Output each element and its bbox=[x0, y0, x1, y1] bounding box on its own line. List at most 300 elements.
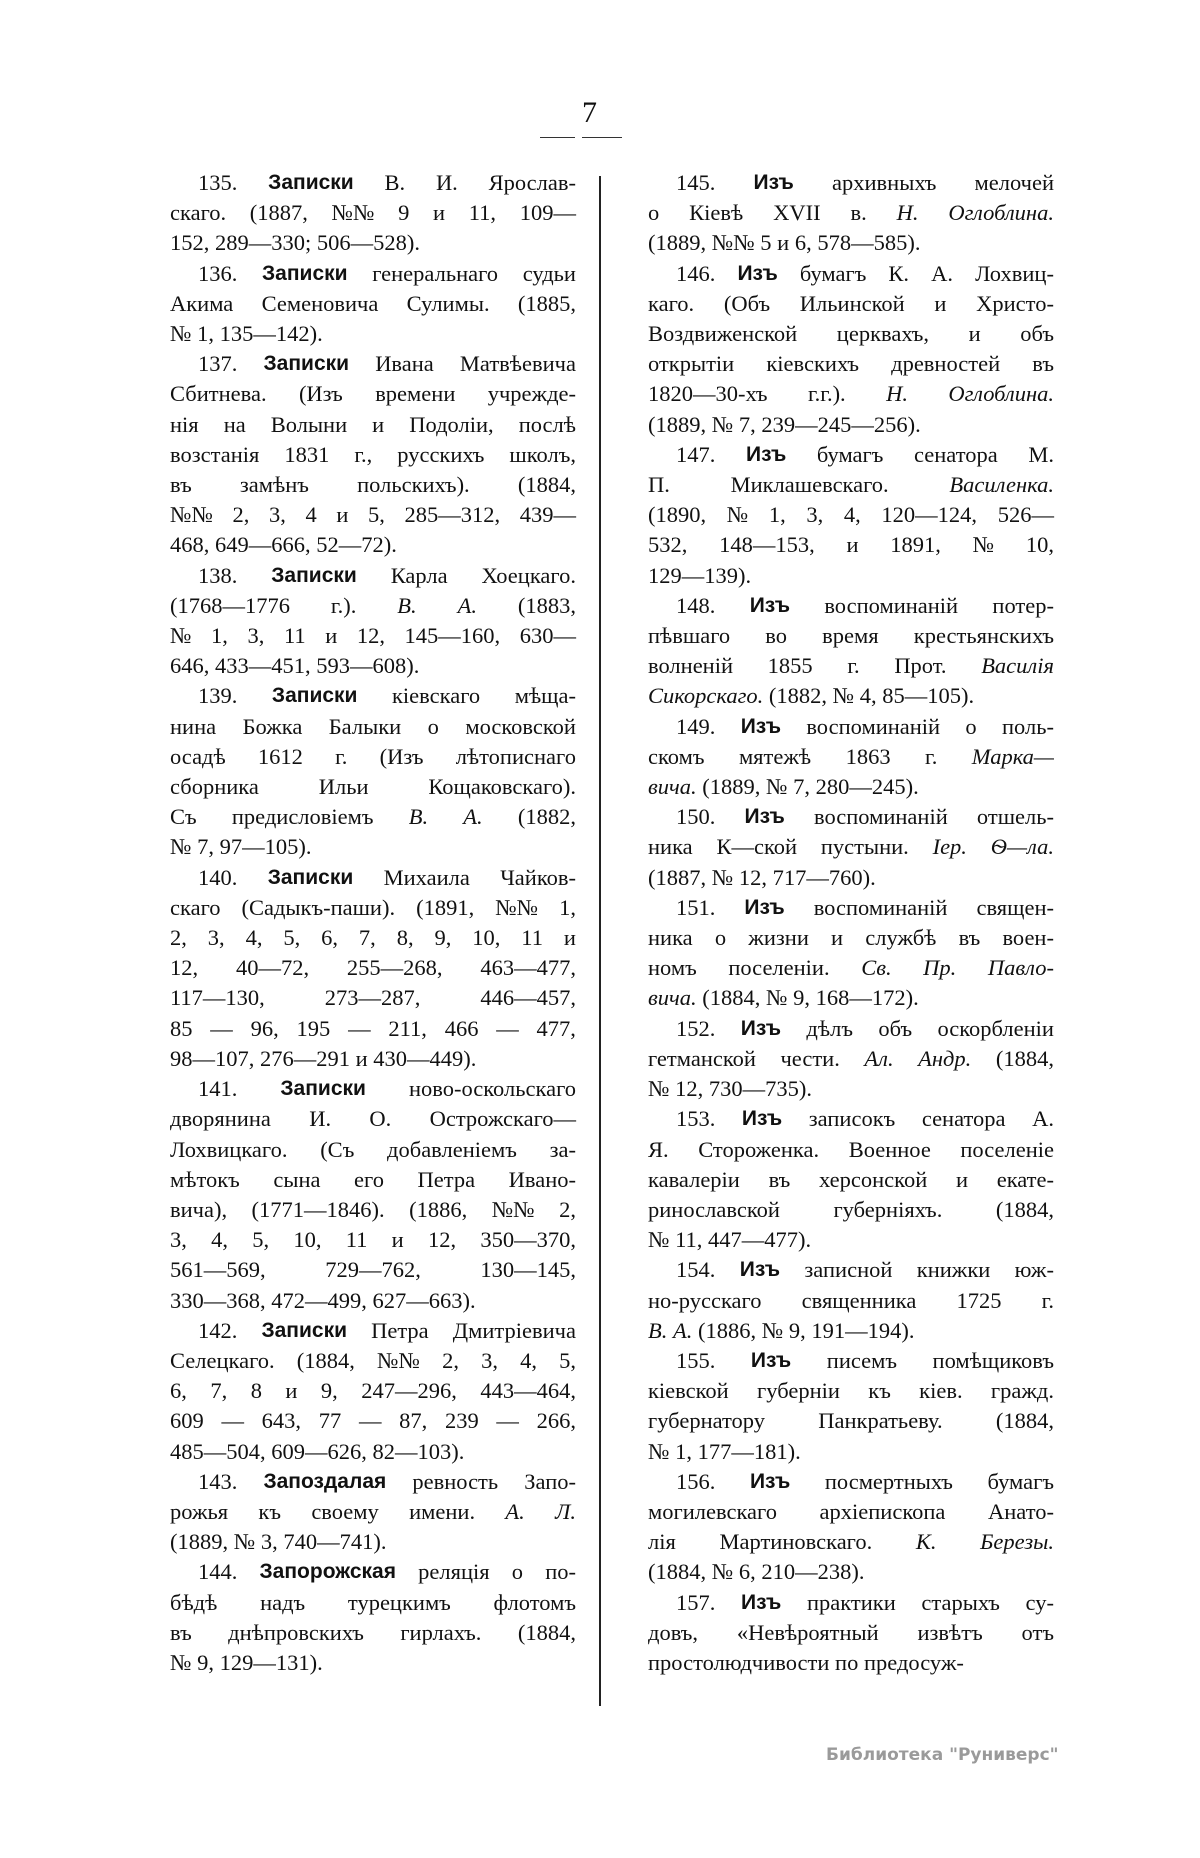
entry-text: время bbox=[822, 623, 879, 649]
entry-text: крестьянскихъ bbox=[913, 623, 1054, 649]
entry-text: 150. bbox=[676, 804, 716, 830]
entry-line bbox=[170, 289, 576, 319]
entry-text: 443—464, bbox=[480, 1378, 576, 1404]
entry-text: но-русскаго bbox=[648, 1287, 762, 1313]
entry-text: въ bbox=[768, 1166, 791, 1192]
entry-title-keyword: Изъ bbox=[749, 593, 791, 617]
entry-text: 136. bbox=[198, 260, 238, 286]
entry-author: Оглоблина. bbox=[948, 381, 1054, 407]
entry-text: осадѣ bbox=[170, 743, 226, 769]
entry-text: К—ской bbox=[716, 834, 798, 860]
entry-text: сенатора bbox=[914, 441, 998, 467]
entry-line bbox=[648, 591, 1054, 621]
entry-text: № bbox=[726, 502, 749, 528]
entry-line bbox=[170, 198, 576, 228]
entry-text: потер- bbox=[992, 592, 1054, 618]
entry-text: 5, bbox=[252, 1227, 270, 1253]
entry-text: №№ bbox=[377, 1347, 420, 1373]
entry-author: Оглоблина. bbox=[948, 200, 1054, 226]
entry-line bbox=[170, 228, 576, 258]
entry-line bbox=[170, 259, 576, 289]
entry-text: поселеніи. bbox=[728, 955, 830, 981]
entry-text: школъ, bbox=[509, 441, 576, 467]
entry-text: 149. bbox=[676, 713, 716, 739]
entry-title-keyword: Записки bbox=[261, 1318, 347, 1342]
entry-title-keyword: Изъ bbox=[739, 1258, 781, 1282]
entry-text: О. bbox=[369, 1106, 392, 1132]
entry-text: ринославской bbox=[648, 1196, 780, 1222]
entry-line bbox=[170, 470, 576, 500]
entry-text: № 12, 730—735). bbox=[648, 1076, 812, 1102]
entry-text: № 7, 97—105). bbox=[170, 834, 312, 860]
entry-text: П. bbox=[648, 472, 670, 498]
entry-text: (1884, bbox=[517, 472, 576, 498]
entry-text: (1891, bbox=[416, 894, 475, 920]
entry-text: 561—569, bbox=[170, 1257, 266, 1283]
entry-text: и bbox=[325, 623, 338, 649]
entry-text: предисловіемъ bbox=[231, 804, 374, 830]
entry-text: Воздвиженской bbox=[648, 321, 798, 347]
entry-text: 9 bbox=[398, 200, 410, 226]
bibliography-entry bbox=[648, 1014, 1054, 1105]
entry-text: лѣтописнаго bbox=[455, 743, 576, 769]
entry-line bbox=[648, 1618, 1054, 1648]
entry-text: 239 bbox=[444, 1408, 479, 1434]
entry-line bbox=[648, 1648, 1054, 1678]
entry-text: «Невѣроятный bbox=[736, 1619, 879, 1645]
entry-text: учрежде- bbox=[487, 381, 576, 407]
entry-line bbox=[648, 953, 1054, 983]
entry-line bbox=[170, 410, 576, 440]
entry-text: 4 bbox=[305, 502, 317, 528]
bibliography-entry bbox=[648, 1346, 1054, 1467]
entry-line bbox=[648, 1346, 1054, 1376]
entry-text: и bbox=[433, 200, 446, 226]
bibliography-entry bbox=[648, 1104, 1054, 1255]
entry-text: воен- bbox=[1002, 925, 1054, 951]
entry-text: и bbox=[336, 502, 349, 528]
entry-text: 9, bbox=[320, 1378, 338, 1404]
entry-text: 141. bbox=[198, 1076, 238, 1102]
entry-text: днѣпровскихъ bbox=[228, 1619, 364, 1645]
entry-text: дѣлъ bbox=[806, 1015, 853, 1041]
entry-text: рожья bbox=[170, 1498, 229, 1524]
entry-text: г. bbox=[335, 743, 348, 769]
entry-text: судьи bbox=[522, 260, 576, 286]
entry-text: и bbox=[846, 532, 859, 558]
entry-text: 137. bbox=[198, 351, 238, 377]
entry-text: отъ bbox=[1021, 1619, 1054, 1645]
entry-text: Подоліи, bbox=[409, 411, 494, 437]
entry-line bbox=[170, 1014, 576, 1044]
entry-text: Чайков- bbox=[500, 864, 576, 890]
entry-line bbox=[170, 802, 576, 832]
entry-text: 526— bbox=[997, 502, 1054, 528]
entry-text: и bbox=[372, 411, 385, 437]
entry-text: бумагъ bbox=[987, 1468, 1054, 1494]
entry-text: и bbox=[968, 321, 981, 347]
entry-title-keyword: Изъ bbox=[744, 805, 785, 829]
entry-text: 7, bbox=[358, 925, 376, 951]
entry-text: бѣдѣ bbox=[170, 1589, 218, 1615]
entry-text: кіевской bbox=[648, 1378, 729, 1404]
entry-title-keyword: Изъ bbox=[740, 714, 782, 738]
entry-text: 8 bbox=[250, 1378, 262, 1404]
entry-text: 3, bbox=[247, 623, 265, 649]
entry-author: В. bbox=[408, 804, 429, 830]
entry-text: (Изъ bbox=[298, 381, 343, 407]
entry-text: воспоминаній bbox=[824, 592, 959, 618]
entry-line bbox=[170, 772, 576, 802]
entry-line bbox=[648, 832, 1054, 862]
entry-text: 609 bbox=[170, 1408, 204, 1434]
entry-text: Прот. bbox=[894, 653, 947, 679]
entry-text: реляція bbox=[418, 1559, 490, 1585]
entry-text: посмертныхъ bbox=[824, 1468, 953, 1494]
entry-text: сенатора bbox=[921, 1106, 1006, 1132]
entry-title-keyword: Изъ bbox=[741, 1107, 783, 1131]
entry-line bbox=[170, 1195, 576, 1225]
entry-text: 211, bbox=[388, 1015, 427, 1041]
entry-text: надъ bbox=[260, 1589, 306, 1615]
entry-text: в. bbox=[850, 200, 867, 226]
entry-text: 145—160, bbox=[404, 623, 501, 649]
entry-text: Я. bbox=[648, 1136, 669, 1162]
entry-text: объ bbox=[878, 1015, 913, 1041]
entry-text: (1884, bbox=[517, 1619, 576, 1645]
entry-line bbox=[648, 1437, 1054, 1467]
entry-text: кіевскихъ bbox=[766, 351, 859, 377]
entry-text: 446—457, bbox=[480, 985, 576, 1011]
entry-title-keyword: Изъ bbox=[745, 442, 787, 466]
entry-title-keyword: Записки bbox=[271, 684, 358, 708]
entry-text: № bbox=[170, 623, 192, 649]
entry-text: бумагъ bbox=[799, 260, 867, 286]
entry-text: 350—370, bbox=[480, 1227, 576, 1253]
entry-line bbox=[648, 1014, 1054, 1044]
entry-text: И. bbox=[309, 1106, 332, 1132]
entry-text: 11 bbox=[345, 1227, 368, 1253]
entry-text: Анато- bbox=[988, 1498, 1054, 1524]
entry-line bbox=[648, 1497, 1054, 1527]
entry-line bbox=[170, 1104, 576, 1134]
entry-text: 12, bbox=[356, 623, 385, 649]
entry-text: (1886, bbox=[409, 1196, 468, 1222]
entry-author: Іер. bbox=[932, 834, 967, 860]
entry-text: Петра bbox=[417, 1166, 476, 1192]
entry-text: записной bbox=[804, 1257, 893, 1283]
entry-title-keyword: Записки bbox=[263, 352, 350, 376]
entry-author: Л. bbox=[555, 1498, 576, 1524]
entry-text: 135. bbox=[198, 170, 238, 195]
entry-text: въ bbox=[170, 472, 192, 498]
entry-line bbox=[648, 1165, 1054, 1195]
entry-line bbox=[648, 1406, 1054, 1436]
entry-title-keyword: Изъ bbox=[750, 1348, 792, 1372]
entry-text: 152. bbox=[676, 1015, 716, 1041]
entry-text: А. bbox=[931, 260, 954, 286]
entry-line bbox=[170, 500, 576, 530]
entry-text: И. bbox=[435, 170, 458, 195]
entry-text: поселеніе bbox=[960, 1136, 1054, 1162]
entry-text: помѣщиковъ bbox=[932, 1347, 1054, 1373]
entry-text: Волыни bbox=[270, 411, 348, 437]
entry-author: Марка— bbox=[971, 743, 1054, 769]
entry-text: 1863 bbox=[845, 743, 891, 769]
entry-text: добавленіемъ bbox=[387, 1136, 517, 1162]
entry-text: 1725 bbox=[956, 1287, 1002, 1313]
entry-text: 3, bbox=[481, 1347, 498, 1373]
entry-text: 152, 289—330; 506—528). bbox=[170, 230, 420, 256]
entry-text: 153. bbox=[676, 1106, 716, 1132]
entry-text: 485—504, 609—626, 82—103). bbox=[170, 1438, 465, 1464]
bibliography-entry bbox=[648, 1467, 1054, 1588]
entry-text: №№ bbox=[170, 502, 213, 528]
entry-author: А. bbox=[457, 592, 477, 618]
entry-author: Н. bbox=[896, 200, 919, 226]
bibliography-entry bbox=[170, 259, 576, 350]
entry-text: Кощаковскаго). bbox=[428, 774, 576, 800]
entry-text: 4, bbox=[843, 502, 861, 528]
entry-text: г. bbox=[925, 743, 938, 769]
entry-text: 532, bbox=[648, 532, 688, 558]
entry-line bbox=[170, 1286, 576, 1316]
entry-line bbox=[648, 530, 1054, 560]
entry-text: Петра bbox=[371, 1317, 429, 1343]
entry-text: 145. bbox=[676, 170, 716, 195]
entry-text: его bbox=[354, 1166, 384, 1192]
entry-text: 3, bbox=[806, 502, 824, 528]
entry-line bbox=[170, 621, 576, 651]
entry-text: замѣнъ bbox=[239, 472, 309, 498]
entry-text: (1889, № 7, 280—245). bbox=[696, 774, 919, 800]
entry-text: Запо- bbox=[524, 1468, 576, 1494]
entry-text: церквахъ, bbox=[836, 321, 929, 347]
entry-line bbox=[648, 198, 1054, 228]
entry-text: 3, bbox=[170, 1227, 187, 1253]
entry-text: 2, bbox=[232, 502, 250, 528]
entry-line bbox=[648, 1588, 1054, 1618]
entry-text: №№ bbox=[491, 1196, 535, 1222]
entry-line bbox=[170, 1557, 576, 1587]
entry-line bbox=[648, 742, 1054, 772]
entry-text: (1884, bbox=[995, 1196, 1054, 1222]
entry-text: турецкимъ bbox=[347, 1589, 451, 1615]
entry-text: — bbox=[358, 1408, 382, 1434]
entry-text: гражд. bbox=[990, 1378, 1054, 1404]
entry-text: 5, bbox=[368, 502, 385, 528]
entry-text: 463—477, bbox=[480, 955, 576, 981]
entry-text: и bbox=[285, 1378, 298, 1404]
entry-text: поль- bbox=[1001, 713, 1054, 739]
entry-text: (1884, bbox=[296, 1347, 355, 1373]
entry-author: Березы. bbox=[980, 1529, 1054, 1555]
entry-author: Василенка. bbox=[949, 472, 1054, 498]
entry-line bbox=[170, 1225, 576, 1255]
entry-text: 109— bbox=[519, 200, 576, 226]
bibliography-entry bbox=[170, 349, 576, 560]
entry-line bbox=[170, 1346, 576, 1376]
entry-line bbox=[170, 832, 576, 862]
entry-line bbox=[170, 863, 576, 893]
entry-text: Ильинской bbox=[799, 290, 905, 316]
bibliography-entry bbox=[648, 893, 1054, 1014]
entry-text: 151. bbox=[676, 894, 716, 920]
entry-title-keyword: Изъ bbox=[737, 261, 778, 285]
entry-text: XVII bbox=[773, 200, 821, 226]
entry-text: 466 bbox=[444, 1015, 479, 1041]
entry-text: и bbox=[563, 925, 576, 951]
entry-title-keyword: Изъ bbox=[741, 1590, 782, 1614]
entry-text: Сбитнева. bbox=[170, 381, 267, 407]
entry-line bbox=[648, 410, 1054, 440]
entry-text: воспоминаній bbox=[806, 713, 941, 739]
entry-text: Ивана bbox=[375, 351, 434, 377]
entry-text: во bbox=[765, 623, 788, 649]
entry-text: мятежѣ bbox=[738, 743, 812, 769]
entry-title-keyword: Запоздалая bbox=[263, 1469, 387, 1493]
entry-text: скомъ bbox=[648, 743, 705, 769]
entry-text: волненій bbox=[648, 653, 734, 679]
entry-text: 96, bbox=[250, 1015, 279, 1041]
entry-line bbox=[170, 1618, 576, 1648]
entry-text: 285—312, bbox=[404, 502, 501, 528]
bibliography-entry bbox=[648, 591, 1054, 712]
entry-text: 146. bbox=[676, 260, 716, 286]
entry-line bbox=[648, 1527, 1054, 1557]
entry-text: Стороженка. bbox=[698, 1136, 820, 1162]
entry-text: извѣтъ bbox=[917, 1619, 983, 1645]
entry-text: пѣвшаго bbox=[648, 623, 731, 649]
entry-text: 255—268, bbox=[346, 955, 443, 981]
entry-text: (1889, № 3, 740—741). bbox=[170, 1529, 387, 1555]
entry-line bbox=[170, 1588, 576, 1618]
entry-line bbox=[170, 1648, 576, 1678]
entry-text: 98—107, 276—291 и 430—449). bbox=[170, 1045, 477, 1071]
bibliography-entry bbox=[648, 259, 1054, 440]
entry-line bbox=[170, 530, 576, 560]
entry-text: и bbox=[391, 1227, 404, 1253]
entry-text: воспоминаній bbox=[813, 894, 948, 920]
entry-text: (1889, №№ 5 и 6, 578—585). bbox=[648, 230, 921, 256]
bibliography-entry bbox=[648, 168, 1054, 259]
entry-text: Кіевѣ bbox=[689, 200, 744, 226]
entry-text: Ярослав- bbox=[488, 170, 576, 195]
entry-text: Хоецкаго. bbox=[481, 562, 576, 588]
entry-text: К. bbox=[888, 260, 910, 286]
entry-text: 1612 bbox=[257, 743, 303, 769]
entry-line bbox=[648, 1044, 1054, 1074]
entry-author: Н. bbox=[886, 381, 908, 407]
entry-text: (1771—1846). bbox=[251, 1196, 385, 1222]
entry-line bbox=[170, 923, 576, 953]
entry-line bbox=[170, 651, 576, 681]
entry-text: 11, bbox=[468, 200, 497, 226]
bibliography-entry bbox=[170, 1467, 576, 1558]
entry-text: генеральнаго bbox=[372, 260, 499, 286]
entry-title-keyword: Запорожская bbox=[259, 1560, 396, 1584]
entry-text: вича), bbox=[170, 1196, 228, 1222]
entry-text: 5, bbox=[559, 1347, 576, 1373]
entry-text: ника bbox=[648, 925, 693, 951]
entry-line bbox=[170, 953, 576, 983]
entry-text: А. bbox=[1032, 1106, 1054, 1132]
entry-text: 11 bbox=[283, 623, 306, 649]
entry-text: 5, bbox=[283, 925, 301, 951]
entry-text: (1768—1776 bbox=[170, 592, 290, 618]
entry-text: — bbox=[221, 1408, 244, 1434]
entry-text: № 9, 129—131). bbox=[170, 1649, 323, 1675]
entry-text: древностей bbox=[891, 351, 1001, 377]
entry-text: гетманской bbox=[648, 1045, 756, 1071]
entry-text: лія bbox=[648, 1529, 676, 1555]
entry-text: Селецкаго. bbox=[170, 1347, 275, 1373]
entry-text: губерніи bbox=[757, 1378, 840, 1404]
entry-text: (1889, № 7, 239—245—256). bbox=[648, 411, 921, 437]
entry-text: губерніяхъ. bbox=[833, 1196, 943, 1222]
entry-text: 2, bbox=[442, 1347, 459, 1373]
entry-text: и bbox=[934, 290, 947, 316]
entry-text: г., bbox=[354, 441, 373, 467]
entry-text: Сулимы. bbox=[406, 290, 490, 316]
entry-text: 477, bbox=[536, 1015, 576, 1041]
entry-text: 11 bbox=[521, 925, 543, 951]
entry-line bbox=[170, 1044, 576, 1074]
entry-text: возстанія bbox=[170, 441, 260, 467]
entry-text: 130—145, bbox=[480, 1257, 576, 1283]
entry-line bbox=[170, 681, 576, 711]
entry-text: 4, bbox=[211, 1227, 228, 1253]
entry-text: 138. bbox=[198, 562, 238, 588]
entry-text: 12, bbox=[427, 1227, 457, 1253]
bibliography-entry bbox=[648, 802, 1054, 893]
entry-text: сборника bbox=[170, 774, 259, 800]
entry-text: 12, bbox=[170, 955, 199, 981]
entry-author: В. А. bbox=[648, 1317, 693, 1343]
entry-text: ника bbox=[648, 834, 693, 860]
entry-text: (1884, № 9, 168—172). bbox=[696, 985, 919, 1011]
entry-line bbox=[170, 168, 576, 198]
entry-line bbox=[648, 349, 1054, 379]
entry-line bbox=[170, 319, 576, 349]
entry-text: времени bbox=[375, 381, 456, 407]
entry-text: 2, bbox=[559, 1196, 576, 1222]
entry-text: 157. bbox=[676, 1589, 716, 1615]
entry-line bbox=[170, 1316, 576, 1346]
entry-line bbox=[648, 440, 1054, 470]
entry-line bbox=[170, 561, 576, 591]
entry-line bbox=[170, 1437, 576, 1467]
entry-line bbox=[648, 651, 1054, 681]
entry-line bbox=[170, 1255, 576, 1285]
entry-text: о bbox=[714, 925, 727, 951]
entry-text: — bbox=[496, 1015, 519, 1041]
entry-line bbox=[648, 561, 1054, 591]
entry-text: къ bbox=[258, 1498, 281, 1524]
entry-text: (1885, bbox=[517, 290, 576, 316]
entry-text: о bbox=[648, 200, 660, 226]
entry-text: 3, bbox=[207, 925, 225, 951]
entry-text: отшель- bbox=[976, 804, 1054, 830]
entry-text: (1886, № 9, 191—194). bbox=[692, 1317, 915, 1343]
entry-text: Семеновича bbox=[261, 290, 379, 316]
entry-line bbox=[648, 1557, 1054, 1587]
entry-line bbox=[648, 168, 1054, 198]
entry-line bbox=[648, 470, 1054, 500]
entry-text: 117—130, bbox=[170, 985, 265, 1011]
entry-text: пустыни. bbox=[820, 834, 909, 860]
entry-title-keyword: Изъ bbox=[740, 1016, 782, 1040]
